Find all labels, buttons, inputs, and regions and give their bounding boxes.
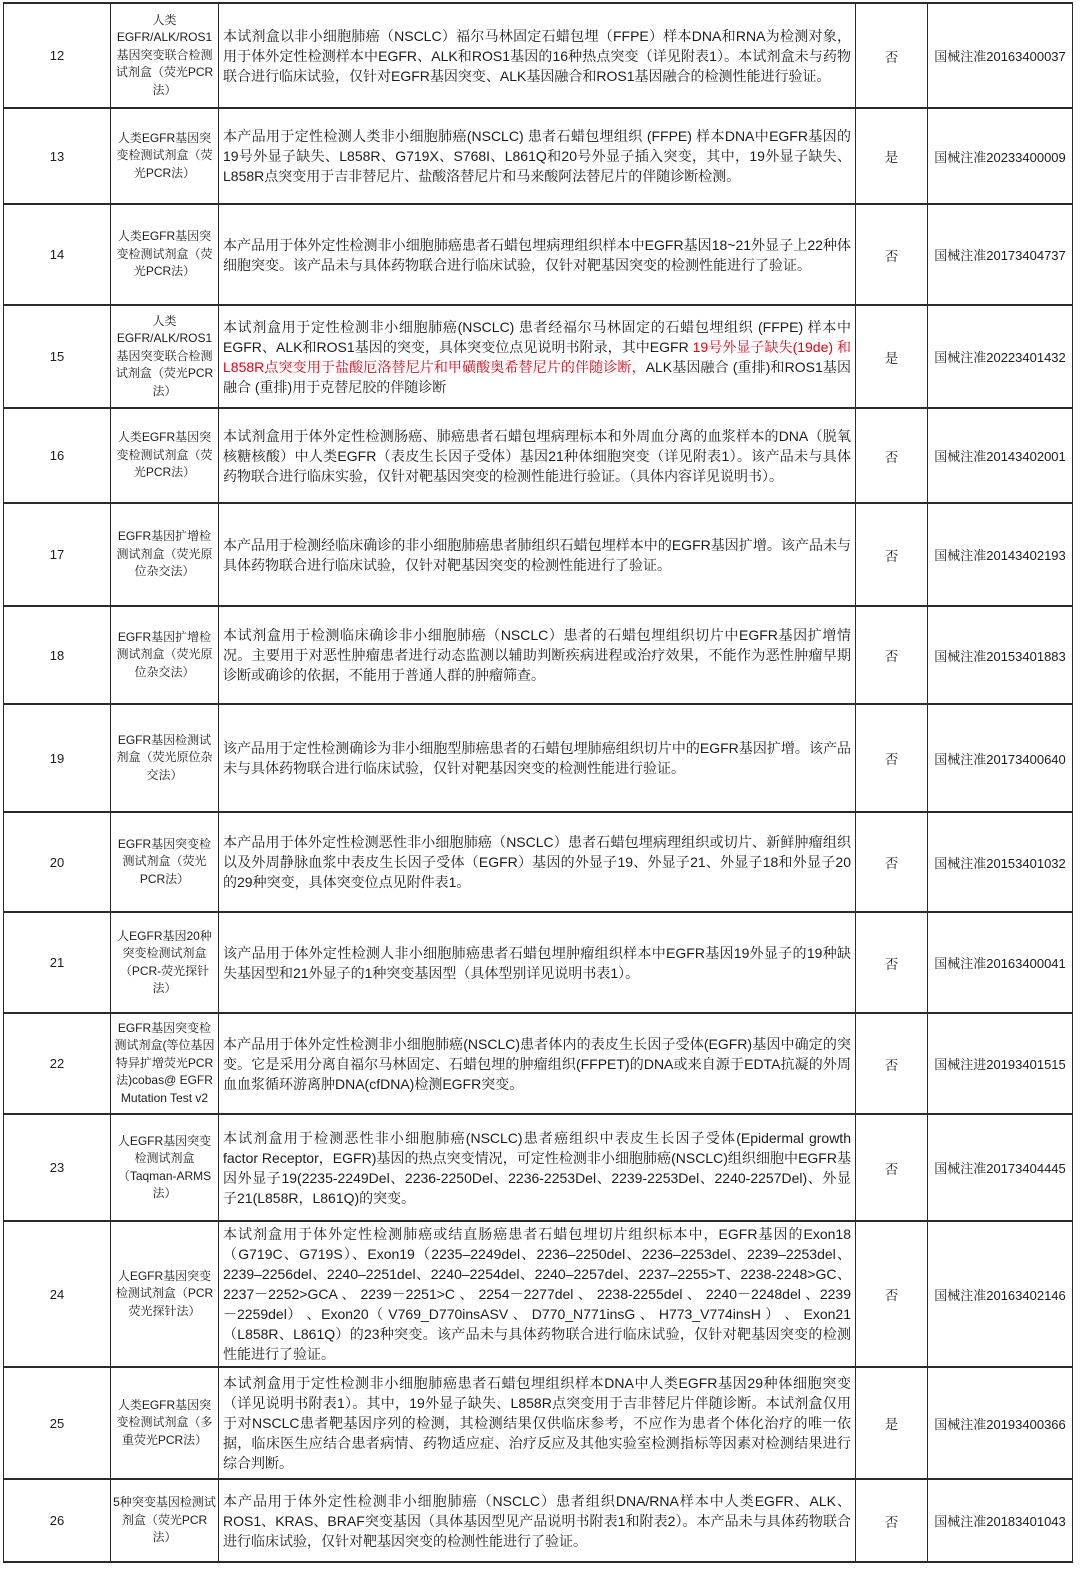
product-name: 人EGFR基因突变检测试剂盒（PCR荧光探针法） xyxy=(111,1221,219,1367)
table-row xyxy=(4,704,1073,812)
companion-diagnostic-flag: 否 xyxy=(856,704,928,812)
intended-use-text: 本试剂盒用于定性检测非小细胞肺癌患者石蜡包埋组织样本DNA中人类EGFR基因29种体细胞突变（详见说明书附表1）。其中，19外显子缺失、L858R点突变用于吉非替尼片伴随诊断。本试剂盒仅用于对NSCLC患者靶基因序列的检测，其检测结果仅供临床参考，不应作为患者个体化治疗的唯一依据，临床医生应结合患者病情、药物适应症、治疗反应及其他实验室检测指标等因素对检测结果进行综合判断。 xyxy=(223,1375,851,1471)
row-number: 16 xyxy=(4,408,111,503)
product-name: 5种突变基因检测试剂盒（荧光PCR法） xyxy=(111,1479,219,1562)
table-row xyxy=(4,1013,1073,1114)
row-number: 13 xyxy=(4,108,111,204)
row-number: 20 xyxy=(4,812,111,912)
intended-use-text: 本试剂盒用于体外定性检测肠癌、肺癌患者石蜡包埋病理标本和外周血分离的血浆样本的DNA（脱氧核糖核酸）中人类EGFR（表皮生长因子受体）基因21种体细胞突变（详见附表1）。该产品未与具体药物联合进行临床实验，仅针对靶基因突变的检测性能进行验证。（具体内容详见说明书）。 xyxy=(223,427,851,484)
intended-use-text: 本产品用于体外定性检测恶性非小细胞肺癌（NSCLC）患者石蜡包埋病理组织或切片、新鲜肿瘤组织以及外周静脉血浆中表皮生长因子受体（EGFR）基因的外显子19、外显子21、外显子18和外显子20的29种突变，具体突变位点见附件表1。 xyxy=(223,834,851,890)
registration-number: 国械注准20143402193 xyxy=(928,503,1073,606)
intended-use xyxy=(219,1479,856,1562)
companion-diagnostic-flag: 否 xyxy=(856,606,928,704)
intended-use-text: 本产品用于定性检测人类非小细胞肺癌(NSCLC) 患者石蜡包埋组织 (FFPE) 样本DNA中EGFR基因的19号外显子缺失、L858R、G719X、S768I、L861Q和20号外显子插入突变，其中，19外显子缺失、L858R点突变用于吉非替尼片、盐酸洛替尼片和马来酸阿法替尼片的伴随诊断检测。 xyxy=(223,128,851,184)
table-row xyxy=(4,606,1073,704)
registration-number: 国械注准20143402001 xyxy=(928,408,1073,503)
intended-use xyxy=(219,204,856,305)
registration-number: 国械注准20233400009 xyxy=(928,108,1073,204)
table-row xyxy=(4,1479,1073,1562)
table-row xyxy=(4,1367,1073,1479)
intended-use xyxy=(219,503,856,606)
companion-diagnostic-flag: 否 xyxy=(856,503,928,606)
registration-number: 国械注准20173404445 xyxy=(928,1114,1073,1221)
intended-use-text: ALK基因融合 (重排)和ROS1基因融合 (重排)用于克替尼胶的伴随诊断 xyxy=(223,358,851,395)
companion-diagnostic-flag: 否 xyxy=(856,1013,928,1114)
product-name: EGFR基因突变检测试剂盒(等位基因特异扩增荧光PCR法)cobas@ EGFR Mutation Test v2 xyxy=(111,1013,219,1114)
intended-use xyxy=(219,305,856,408)
companion-diagnostic-flag: 否 xyxy=(856,912,928,1013)
intended-use-text: 本试剂盒用于检测临床确诊非小细胞肺癌（NSCLC）患者的石蜡包埋组织切片中EGFR基因扩增情况。主要用于对恶性肿瘤患者进行动态监测以辅助判断疾病进程或治疗效果，不能作为恶性肿瘤早期诊断或确诊的依据，不能用于普通人群的肿瘤筛查。 xyxy=(223,627,851,683)
product-name: 人类EGFR基因突变检测试剂盒（荧光PCR法） xyxy=(111,204,219,305)
intended-use xyxy=(219,606,856,704)
intended-use-text: 本产品用于体外定性检测非小细胞肺癌患者石蜡包埋病理组织样本中EGFR基因18~21外显子上22种体细胞突变。该产品未与具体药物联合进行临床试验，仅针对靶基因突变的检测性能进行了验证。 xyxy=(223,236,851,273)
intended-use-text: 本产品用于体外定性检测非小细胞肺癌（NSCLC）患者组织DNA/RNA样本中人类EGFR、ALK、ROS1、KRAS、BRAF突变基因（具体基因型见产品说明书附表1和附表2）。本产品未与具体药物联合进行临床试验，仅针对靶基因突变的检测性能进行了验证。 xyxy=(223,1492,851,1549)
intended-use xyxy=(219,1367,856,1479)
intended-use xyxy=(219,1221,856,1367)
intended-use xyxy=(219,704,856,812)
intended-use xyxy=(219,408,856,503)
product-name: 人类EGFR基因突变检测试剂盒（多重荧光PCR法） xyxy=(111,1367,219,1479)
intended-use xyxy=(219,912,856,1013)
companion-diagnostic-flag: 否 xyxy=(856,408,928,503)
table-row xyxy=(4,1114,1073,1221)
product-name: EGFR基因扩增检测试剂盒（荧光原位杂交法） xyxy=(111,606,219,704)
companion-diagnostic-flag: 是 xyxy=(856,108,928,204)
companion-diagnostic-flag: 否 xyxy=(856,812,928,912)
registration-number: 国械注准20183401043 xyxy=(928,1479,1073,1562)
companion-diagnostic-flag: 否 xyxy=(856,204,928,305)
row-number: 26 xyxy=(4,1479,111,1562)
intended-use-text: 本试剂盒用于定性检测非小细胞肺癌(NSCLC) 患者经福尔马林固定的石蜡包埋组织 (FFPE) 样本中EGFR、ALK和ROS1基因的突变，具体突变位点见说明书附录，其中EGFR xyxy=(223,318,851,355)
companion-diagnostic-flag: 是 xyxy=(856,305,928,408)
registration-number: 国械注准20173404737 xyxy=(928,204,1073,305)
table-row xyxy=(4,108,1073,204)
companion-diagnostic-flag: 否 xyxy=(856,1221,928,1367)
registration-number: 国械注进20193401515 xyxy=(928,1013,1073,1114)
intended-use xyxy=(219,812,856,912)
companion-diagnostic-flag: 否 xyxy=(856,3,928,108)
row-number: 18 xyxy=(4,606,111,704)
companion-diagnostic-flag: 是 xyxy=(856,1367,928,1479)
intended-use-text: 本试剂盒以非小细胞肺癌（NSCLC）福尔马林固定石蜡包埋（FFPE）样本DNA和RNA为检测对象，用于体外定性检测样本中EGFR、ALK和ROS1基因的16种热点突变（详见附表1）。本试剂盒未与药物联合进行临床试验，仅针对EGFR基因突变、ALK基因融合和ROS1基因融合的检测性能进行验证。 xyxy=(223,27,851,84)
registration-table xyxy=(3,2,1073,1563)
product-name: EGFR基因扩增检测试剂盒（荧光原位杂交法） xyxy=(111,503,219,606)
intended-use-text: 本产品用于检测经临床确诊的非小细胞肺癌患者肺组织石蜡包埋样本中的EGFR基因扩增。该产品未与具体药物联合进行临床试验，仅针对靶基因突变的检测性能进行了验证。 xyxy=(223,536,851,573)
row-number: 17 xyxy=(4,503,111,606)
registration-number: 国械注准20173400640 xyxy=(928,704,1073,812)
product-name: 人EGFR基因突变检测试剂盒（Taqman-ARMS法） xyxy=(111,1114,219,1221)
row-number: 19 xyxy=(4,704,111,812)
row-number: 25 xyxy=(4,1367,111,1479)
table-row xyxy=(4,912,1073,1013)
product-name: 人类EGFR基因突变检测试剂盒（荧光PCR法） xyxy=(111,408,219,503)
intended-use-text: 该产品用于体外定性检测人非小细胞肺癌患者石蜡包埋肿瘤组织样本中EGFR基因19外显子的19种缺失基因型和21外显子的1种突变基因型（具体型别详见说明书表1）。 xyxy=(223,944,851,981)
table-row xyxy=(4,3,1073,108)
registration-number: 国械注准20153401883 xyxy=(928,606,1073,704)
row-number: 15 xyxy=(4,305,111,408)
table-row xyxy=(4,812,1073,912)
registration-number: 国械注准20193400366 xyxy=(928,1367,1073,1479)
row-number: 14 xyxy=(4,204,111,305)
row-number: 21 xyxy=(4,912,111,1013)
intended-use-text: 本产品用于体外定性检测非小细胞肺癌(NSCLC)患者体内的表皮生长因子受体(EGFR)基因中确定的突变。它是采用分离自福尔马林固定、石蜡包埋的肿瘤组织(FFPET)的DNA或来自源于EDTA抗凝的外周血血浆循环游离肿DNA(cfDNA)检测EGFR突变。 xyxy=(223,1035,851,1092)
row-number: 22 xyxy=(4,1013,111,1114)
companion-diagnostic-highlight-text: 19号外显子缺失(19de) 和L858R点突变用于盐酸厄洛替尼片和甲磺酸奥希替尼片的伴随诊断， xyxy=(223,338,851,375)
intended-use xyxy=(219,1114,856,1221)
intended-use xyxy=(219,108,856,204)
row-number: 24 xyxy=(4,1221,111,1367)
intended-use-text: 本试剂盒用于检测恶性非小细胞肺癌(NSCLC)患者癌组织中表皮生长因子受体(Epidermal growth factor Receptor，EGFR)基因的热点突变情况，可定性检测非小细胞肺癌(NSCLC)组织细胞中EGFR基因外显子19(2235-2249Del、2236-2250Del、2236-2253Del、2239-2253Del、2240-2257Del)、外显子21(L858R，L861Q)的突变。 xyxy=(223,1129,851,1206)
registration-number: 国械注准20163402146 xyxy=(928,1221,1073,1367)
row-number: 23 xyxy=(4,1114,111,1221)
product-name: EGFR基因检测试剂盒（荧光原位杂交法） xyxy=(111,704,219,812)
intended-use-text: 该产品用于定性检测确诊为非小细胞型肺癌患者的石蜡包埋肺癌组织切片中的EGFR基因扩增。该产品未与具体药物联合进行临床试验，仅针对靶基因突变的检测性能进行验证。 xyxy=(223,740,851,776)
registration-number: 国械注准20163400037 xyxy=(928,3,1073,108)
intended-use xyxy=(219,1013,856,1114)
product-name: EGFR基因突变检测试剂盒（荧光PCR法） xyxy=(111,812,219,912)
product-name: 人类EGFR基因突变检测试剂盒（荧光PCR法） xyxy=(111,108,219,204)
row-number: 12 xyxy=(4,3,111,108)
table-row xyxy=(4,503,1073,606)
companion-diagnostic-flag: 否 xyxy=(856,1479,928,1562)
table-row xyxy=(4,408,1073,503)
registration-number: 国械注准20223401432 xyxy=(928,305,1073,408)
table-row xyxy=(4,1221,1073,1367)
companion-diagnostic-flag: 否 xyxy=(856,1114,928,1221)
registration-number: 国械注准20153401032 xyxy=(928,812,1073,912)
intended-use xyxy=(219,3,856,108)
intended-use-text: 本试剂盒用于体外定性检测肺癌或结直肠癌患者石蜡包埋切片组织标本中，EGFR基因的Exon18（G719C、G719S）、Exon19（2235–2249del、2236–2250del、2236–2253del、2239–2253del、2239–2256del、2240–2251del、2240–2254del、2240–2257del、2237–2255>T、2238-2248>GC、2237－2252>GCA 、 2239－2251>C 、 2254－2277del 、 2238-2255del 、 2240－2248del 、2239－2259del） 、Exon20（ V769_D770insASV 、 D770_N771insG 、 H773_V774insH ） 、 Exon21（L858R、L861Q）的23种突变。该产品未与具体药物联合进行临床试验，仅针对靶基因突变的检测性能进行了验证。 xyxy=(223,1226,851,1362)
registration-number: 国械注准20163400041 xyxy=(928,912,1073,1013)
table-body xyxy=(4,3,1073,1562)
table-row xyxy=(4,305,1073,408)
product-name: 人类EGFR/ALK/ROS1基因突变联合检测试剂盒（荧光PCR法） xyxy=(111,3,219,108)
product-name: 人EGFR基因20种突变检测试剂盒（PCR-荧光探针法） xyxy=(111,912,219,1013)
table-row xyxy=(4,204,1073,305)
product-name: 人类EGFR/ALK/ROS1基因突变联合检测试剂盒（荧光PCR法） xyxy=(111,305,219,408)
